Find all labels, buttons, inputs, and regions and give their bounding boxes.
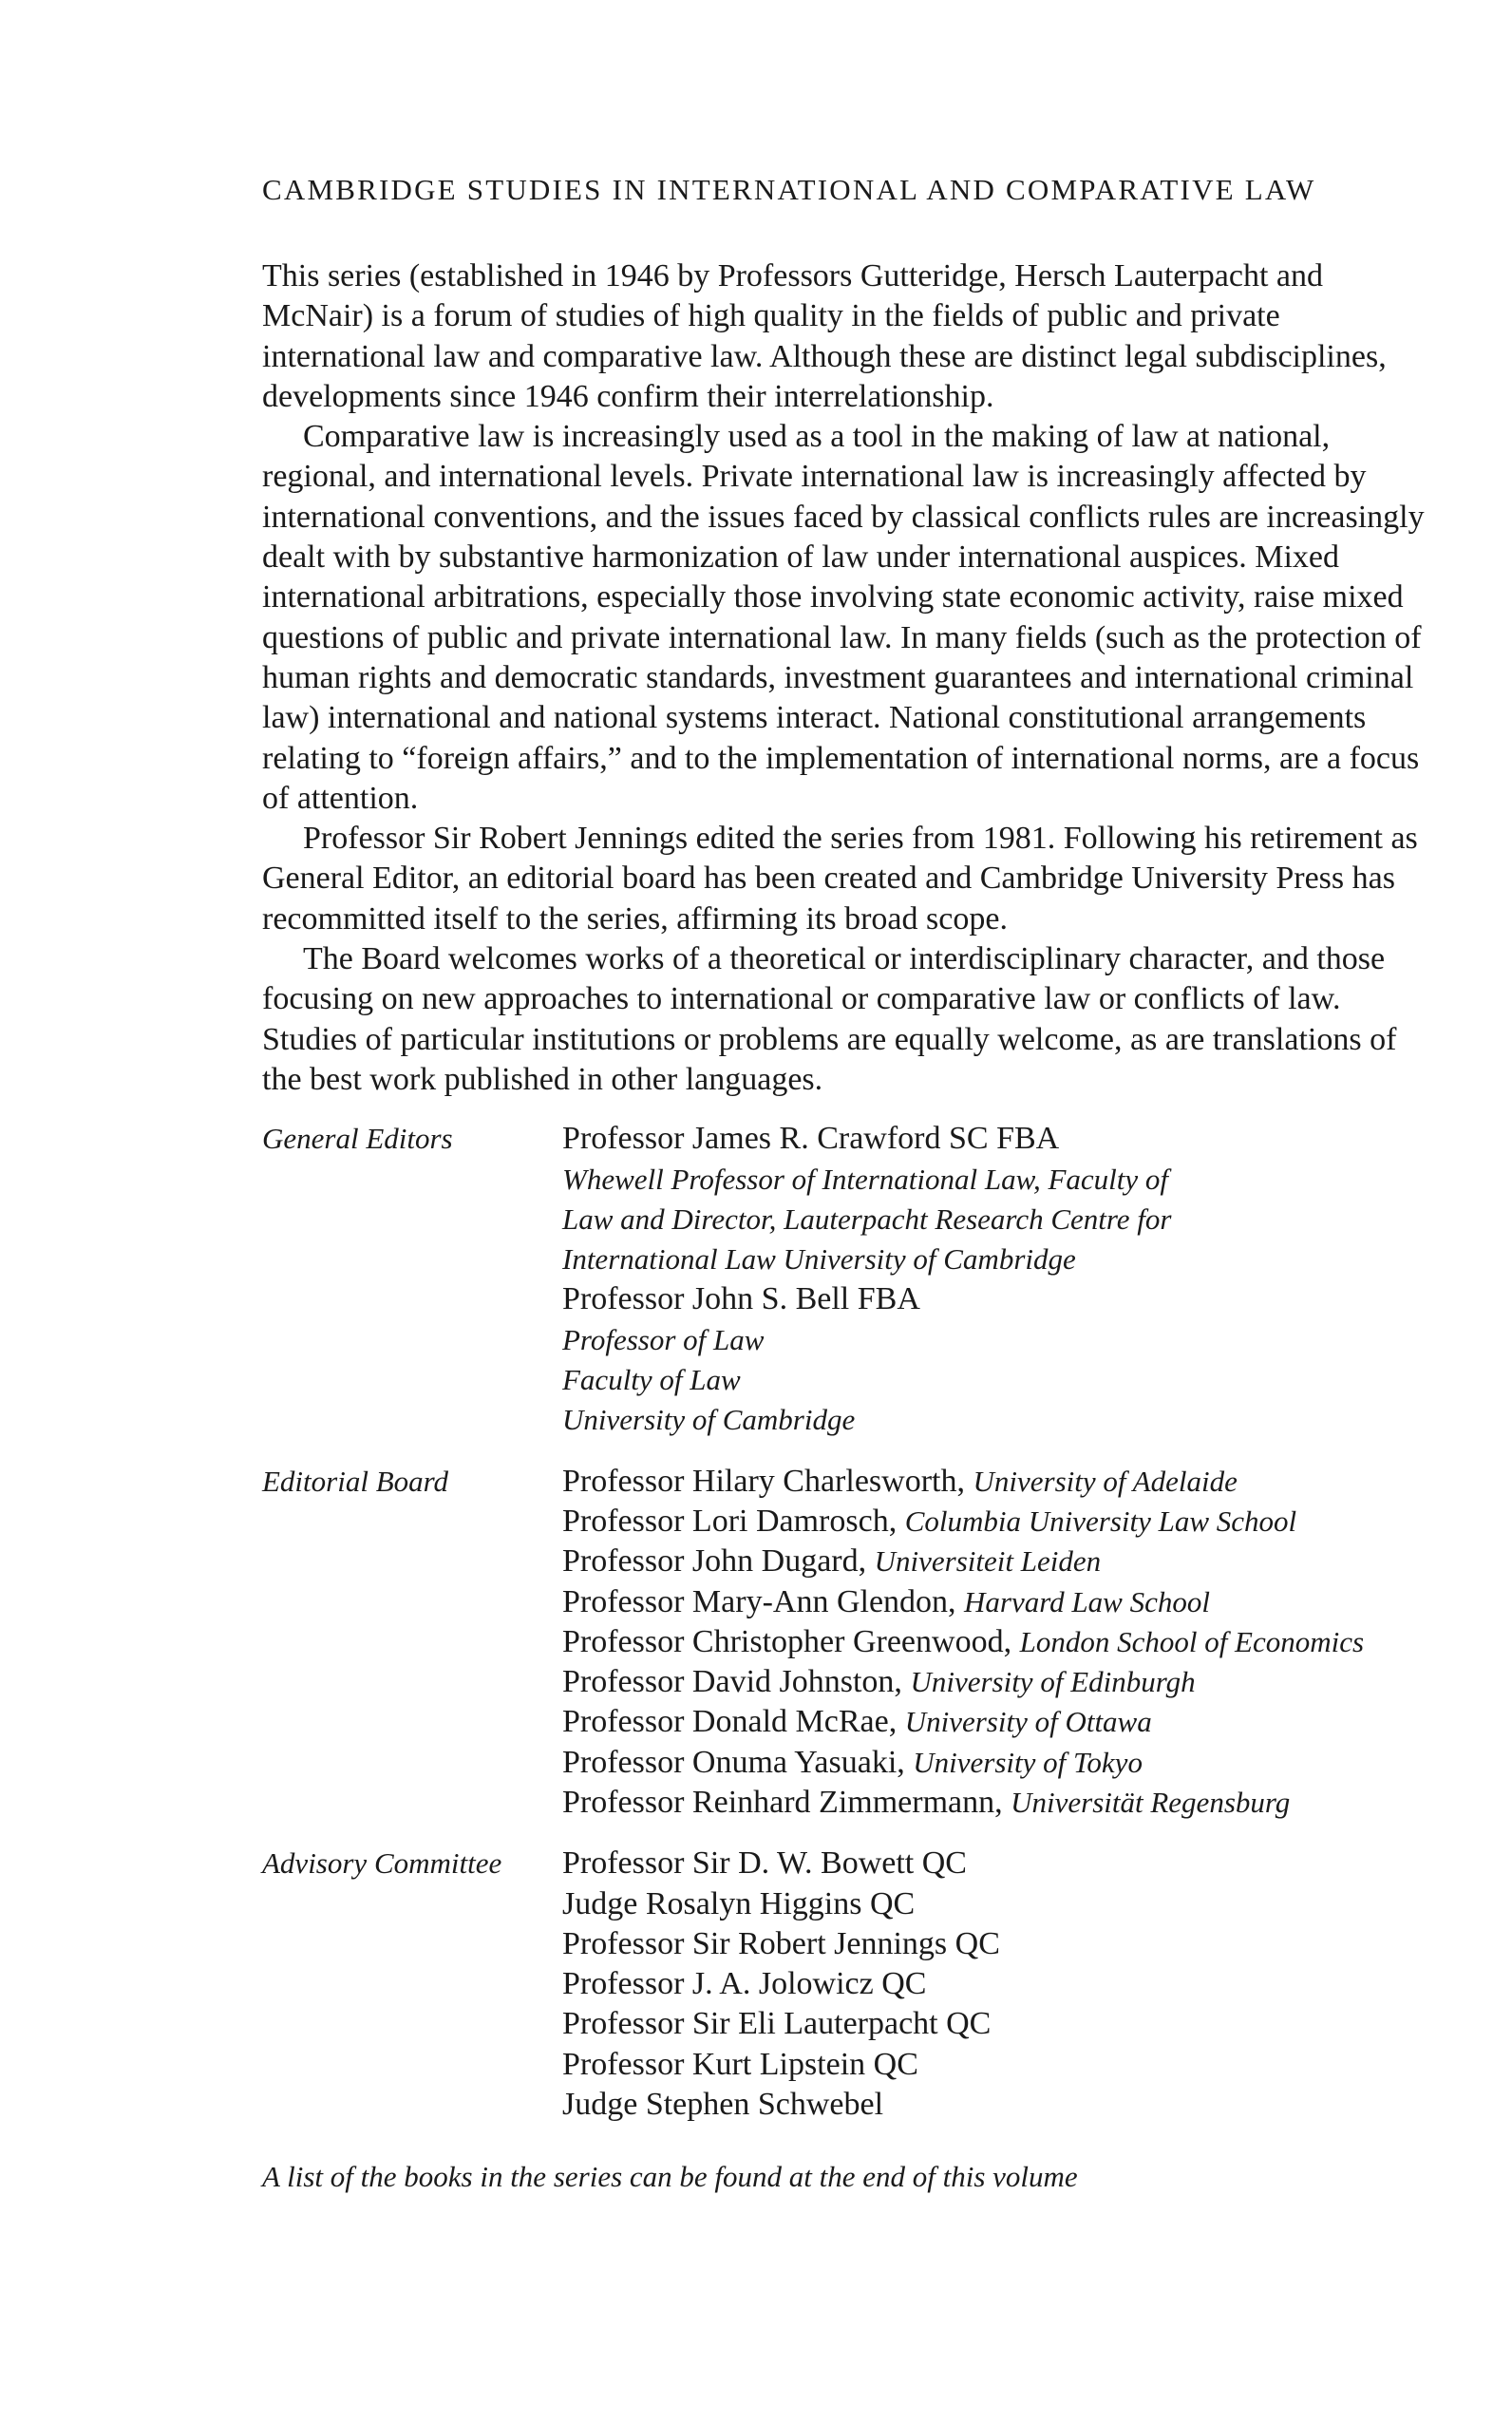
committee-member: Professor Sir Robert Jennings QC bbox=[562, 1925, 1000, 1961]
member-name: Professor Mary-Ann Glendon, bbox=[562, 1583, 956, 1619]
committee-member: Professor J. A. Jolowicz QC bbox=[562, 1966, 927, 2002]
intro-paragraph: Professor Sir Robert Jennings edited the series from 1981. Following his retirement as General Editor, an editorial board has been created and Cambridge University Press has recommitted itself to the series, affirming its broad scope. bbox=[262, 821, 1418, 937]
member-name: Professor Onuma Yasuaki, bbox=[562, 1744, 905, 1780]
advisory-committee-section bbox=[262, 1844, 1427, 2125]
series-title: CAMBRIDGE STUDIES IN INTERNATIONAL AND COMPARATIVE LAW bbox=[262, 173, 1316, 206]
committee-member: Judge Stephen Schwebel bbox=[562, 2087, 884, 2123]
member-affiliation: University of Tokyo bbox=[913, 1745, 1143, 1779]
member-affiliation: University of Edinburgh bbox=[910, 1665, 1196, 1699]
member-name: Professor Christopher Greenwood, bbox=[562, 1623, 1012, 1659]
member-name: Professor David Johnston, bbox=[562, 1664, 902, 1700]
advisory-committee-label: Advisory Committee bbox=[262, 1846, 502, 1881]
general-editors-section bbox=[262, 1119, 1427, 1440]
board-member bbox=[562, 1582, 1427, 1622]
board-member bbox=[562, 1542, 1427, 1581]
committee-member: Professor Sir D. W. Bowett QC bbox=[562, 1845, 967, 1882]
board-member bbox=[562, 1502, 1427, 1542]
editor-title: Professor of Law bbox=[562, 1322, 765, 1356]
member-affiliation: Universität Regensburg bbox=[1011, 1785, 1291, 1819]
member-affiliation: University of Adelaide bbox=[973, 1464, 1238, 1498]
board-member bbox=[562, 1662, 1427, 1702]
member-name: Professor Reinhard Zimmermann, bbox=[562, 1784, 1003, 1820]
member-affiliation: Universiteit Leiden bbox=[874, 1544, 1102, 1579]
member-name: Professor John Dugard, bbox=[562, 1543, 867, 1580]
board-member bbox=[562, 1462, 1427, 1502]
intro-paragraph: This series (established in 1946 by Professors Gutteridge, Hersch Lauterpacht and McNair) is a forum of studies of high quality in the fields of public and private international law and comparative law. Although these are distinct legal subdisciplines, developments since 1946 confirm their interrelationship. bbox=[262, 258, 1387, 414]
page bbox=[262, 169, 1427, 2197]
member-name: Professor Donald McRae, bbox=[562, 1704, 898, 1740]
series-list-note: A list of the books in the series can be found at the end of this volume bbox=[262, 2160, 1078, 2194]
member-name: Professor Lori Damrosch, bbox=[562, 1503, 898, 1539]
board-member bbox=[562, 1702, 1427, 1742]
general-editors-list bbox=[562, 1119, 1427, 1440]
member-affiliation: Columbia University Law School bbox=[904, 1504, 1297, 1538]
board-member bbox=[562, 1622, 1427, 1662]
intro-paragraph: Comparative law is increasingly used as a tool in the making of law at national, regional, and international levels. Private international law is increasingly affected by international conventions, and the issues faced by classical conflicts rules are increasingly dealt with by substantive harmonization of law under international auspices. Mixed international arbitrations, especially those involving state economic activity, raise mixed questions of public and private international law. In many fields (such as the protection of human rights and democratic standards, investment guarantees and international criminal law) international and national systems interact. National constitutional arrangements relating to “foreign affairs,” and to the implementation of international norms, are a focus of attention. bbox=[262, 419, 1425, 816]
member-affiliation: University of Ottawa bbox=[904, 1705, 1152, 1739]
committee-member: Judge Rosalyn Higgins QC bbox=[562, 1885, 916, 1921]
editorial-board-list bbox=[562, 1462, 1427, 1824]
editor-name: Professor James R. Crawford SC FBA bbox=[562, 1121, 1060, 1157]
editor-title: International Law University of Cambridge bbox=[562, 1242, 1076, 1277]
editor-title: Law and Director, Lauterpacht Research Centre for bbox=[562, 1202, 1172, 1236]
board-member bbox=[562, 1783, 1427, 1823]
editorial-board-section bbox=[262, 1462, 1427, 1824]
general-editors-label: General Editors bbox=[262, 1122, 453, 1156]
member-affiliation: Harvard Law School bbox=[964, 1584, 1210, 1618]
series-description bbox=[262, 256, 1427, 1100]
editor-title: Whewell Professor of International Law, Faculty of bbox=[562, 1162, 1169, 1196]
intro-paragraph: The Board welcomes works of a theoretical or interdisciplinary character, and those focusing on new approaches to international or comparative law or conflicts of law. Studies of particular institutions or problems are equally welcome, as are translations of the best work published in other languages. bbox=[262, 941, 1397, 1097]
editor-name: Professor John S. Bell FBA bbox=[562, 1281, 920, 1317]
member-affiliation: London School of Economics bbox=[1019, 1624, 1365, 1658]
committee-member: Professor Kurt Lipstein QC bbox=[562, 2046, 918, 2082]
committee-member: Professor Sir Eli Lauterpacht QC bbox=[562, 2006, 992, 2042]
editor-title: Faculty of Law bbox=[562, 1363, 741, 1397]
editorial-board-label: Editorial Board bbox=[262, 1464, 449, 1498]
advisory-committee-list bbox=[562, 1844, 1427, 2125]
editor-title: University of Cambridge bbox=[562, 1403, 856, 1437]
board-member bbox=[562, 1743, 1427, 1783]
member-name: Professor Hilary Charlesworth, bbox=[562, 1463, 965, 1499]
